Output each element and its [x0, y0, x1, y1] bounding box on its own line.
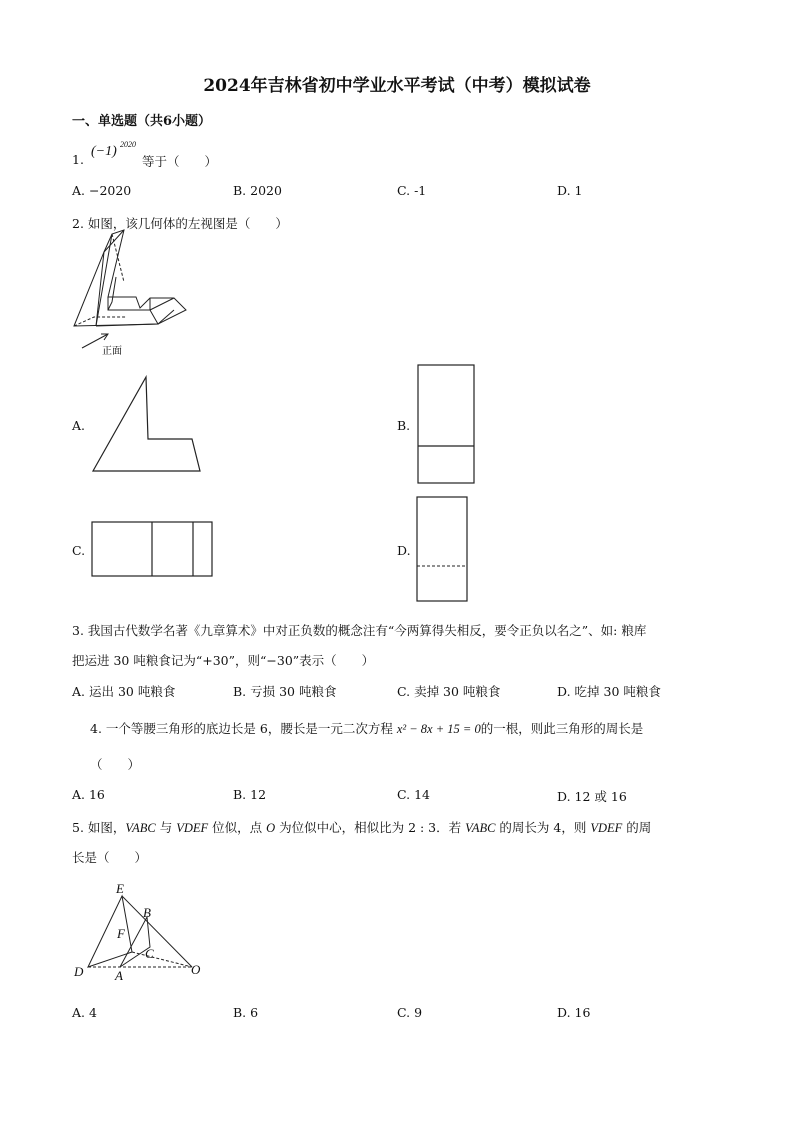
label-e: E [116, 881, 124, 896]
q3-stem-line1: 3. 我国古代数学名著《九章算术》中对正负数的概念注有“今两算得失相反，要令正负以名之”、如: 粮库 [72, 623, 647, 638]
q2-option-d-label: D. [397, 543, 411, 558]
q5-option-b: B. 6 [233, 1005, 259, 1020]
q1-number: 1. [72, 152, 84, 167]
q5-homothety-figure [70, 880, 210, 985]
q3-option-b: B. 亏损 30 吨粮食 [233, 684, 337, 699]
q5-text: 与 [155, 820, 177, 835]
q5-option-a: A. 4 [72, 1005, 97, 1020]
q1-stem: 等于（ ） [142, 154, 218, 169]
q1-option-c: C. -1 [397, 183, 427, 198]
q2-stem: 2. 如图，该几何体的左视图是（ ） [72, 216, 288, 231]
q4-stem-a: 4. 一个等腰三角形的底边长是 6，腰长是一元二次方程 [90, 721, 397, 736]
q5-text: 的周 [622, 820, 652, 835]
q2-option-d-figure [416, 496, 470, 604]
q3-stem-line2: 把运进 30 吨粮食记为“+30”，则“−30”表示（ ） [72, 653, 375, 668]
q5-text: 5. 如图， [72, 820, 126, 835]
q4-stem-b: 的一根，则此三角形的周长是 [480, 721, 644, 736]
q3-option-c: C. 卖掉 30 吨粮食 [397, 684, 501, 699]
q1-option-d: D. 1 [557, 183, 583, 198]
q5-triangle-abc: VABC [465, 821, 496, 835]
page-title: 2024年吉林省初中学业水平考试（中考）模拟试卷 [203, 76, 591, 96]
q3-option-a: A. 运出 30 吨粮食 [72, 684, 176, 699]
q5-option-d: D. 16 [557, 1005, 591, 1020]
q4-option-b: B. 12 [233, 787, 267, 802]
q5-text: ．若 [436, 820, 466, 835]
q5-option-c: C. 9 [397, 1005, 423, 1020]
q2-option-c-label: C. [72, 543, 86, 558]
q5-text: 位似，点 [208, 820, 267, 835]
q2-option-a-figure [90, 375, 205, 475]
q5-text: 的周长为 4，则 [495, 820, 591, 835]
q4-option-d: D. 12 或 16 [557, 789, 627, 804]
solid-outline [74, 230, 186, 326]
q2-option-b-figure [417, 364, 477, 486]
section-heading: 一、单选题（共6小题） [72, 114, 212, 129]
ray-fo [132, 952, 192, 967]
solid-edge [96, 234, 112, 326]
label-f: F [117, 926, 125, 941]
q1-option-b: B. 2020 [233, 183, 282, 198]
q5-triangle-def: VDEF [590, 821, 623, 835]
front-view-label: 正面 [102, 346, 122, 357]
label-c: C [145, 946, 154, 961]
solid-edge [150, 298, 174, 310]
ray-eo [122, 896, 192, 967]
q2-solid-figure [66, 222, 196, 362]
q1-option-a: A. −2020 [72, 183, 132, 198]
q4-option-c: C. 14 [397, 787, 430, 802]
q5-stem-line2: 长是（ ） [72, 850, 148, 865]
solid-edge [96, 297, 158, 326]
q2-option-b-label: B. [397, 418, 411, 433]
q2-option-a-label: A. [72, 418, 86, 433]
q4-option-a: A. 16 [72, 787, 105, 802]
q3-option-d: D. 吃掉 30 吨粮食 [557, 684, 661, 699]
label-b: B [143, 905, 151, 920]
q4-stem-line2: （ ） [90, 757, 141, 772]
label-d: D [74, 964, 84, 979]
q5-ratio: 2 : 3 [408, 820, 437, 835]
q5-stem-line1 [72, 818, 651, 836]
q1-exponent: 2020 [120, 140, 136, 149]
q2-option-c-figure [91, 521, 216, 579]
q5-text: 为位似中心，相似比为 [275, 820, 409, 835]
label-a: A [115, 968, 123, 983]
q5-triangle-def: VDEF [176, 821, 209, 835]
q4-stem-line1 [90, 719, 643, 737]
q4-equation: x² − 8x + 15 = 0 [396, 722, 481, 736]
q5-center-point: O [266, 821, 276, 835]
q1-base: (−1) [91, 144, 117, 159]
label-o: O [191, 962, 201, 977]
q5-triangle-abc: VABC [125, 821, 156, 835]
